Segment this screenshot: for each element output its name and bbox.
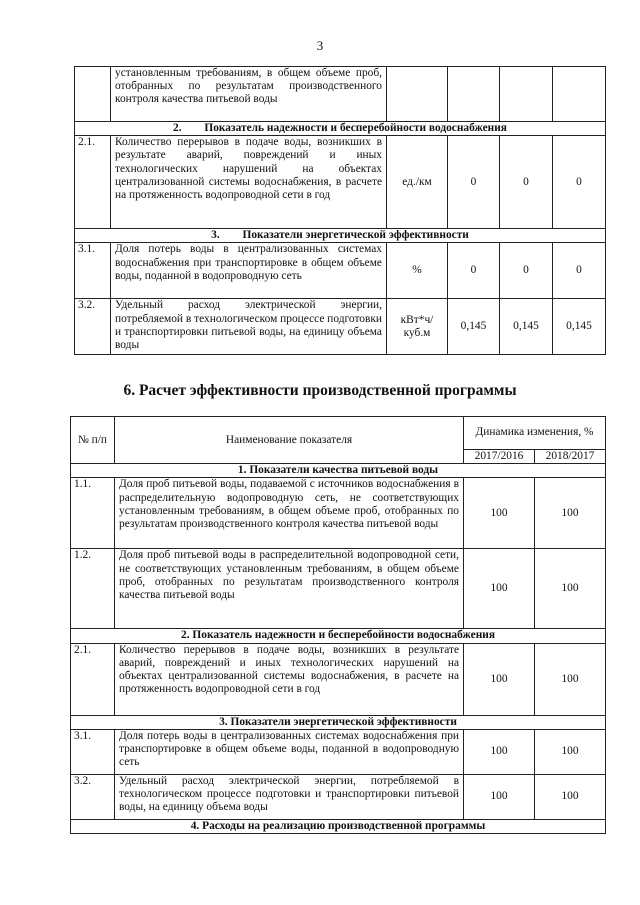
value-cell: 100	[464, 549, 535, 629]
table-row	[75, 243, 606, 299]
value-cell: 0	[448, 136, 500, 229]
indicator-text: Удельный расход электрической энергии, потребляемой в технологическом процессе подготовки и транспортировки питьевой воды, на единицу объема воды	[111, 299, 387, 355]
section-title: 4. Расходы на реализацию производственной программы	[71, 819, 606, 833]
indicator-text: Доля проб питьевой воды, подаваемой с источников водоснабжения в распределительную водопроводную сеть, не соответствующих установленным требованиям, в общем объеме проб, отобранных по результатам производственного контроля качества питьевой воды	[115, 478, 464, 549]
section-title: 1. Показатели качества питьевой воды	[71, 464, 606, 478]
table-row	[75, 136, 606, 229]
value-cell: 0	[500, 243, 553, 299]
section-row	[71, 629, 606, 643]
value-cell: 100	[464, 643, 535, 715]
unit: ед./км	[387, 136, 448, 229]
row-number: 3.1.	[71, 729, 115, 774]
value-cell: 0	[448, 243, 500, 299]
indicator-text: Количество перерывов в подаче воды, возникших в результате аварий, повреждений и иных технологических нарушений на объектах централизованной системы водоснабжения, в расчете на протяженность водопроводной сети в год	[115, 643, 464, 715]
header-year: 2017/2016	[464, 450, 535, 464]
section-row	[75, 229, 606, 243]
unit: %	[387, 243, 448, 299]
header-row	[71, 417, 606, 450]
section-title: 3. Показатели энергетической эффективности	[75, 229, 606, 243]
section-row	[71, 715, 606, 729]
value-cell: 0	[553, 243, 606, 299]
value-cell: 100	[535, 729, 606, 774]
row-number: 3.1.	[75, 243, 111, 299]
value-cell: 100	[535, 478, 606, 549]
indicator-text: установленным требованиям, в общем объеме проб, отобранных по результатам производственного контроля качества питьевой воды	[111, 67, 387, 122]
row-number: 2.1.	[75, 136, 111, 229]
header-year: 2018/2017	[535, 450, 606, 464]
header-name: Наименование показателя	[115, 417, 464, 464]
page-number: 3	[316, 38, 324, 53]
indicator-text: Доля потерь воды в централизованных системах водоснабжения при транспортировке в общем объеме воды, поданной в водопроводную сеть	[115, 729, 464, 774]
table-row	[71, 729, 606, 774]
table-row	[71, 774, 606, 819]
value-cell: 0,145	[448, 299, 500, 355]
section-title: 2. Показатель надежности и бесперебойности водоснабжения	[71, 629, 606, 643]
table-row	[71, 549, 606, 629]
value-cell: 100	[535, 549, 606, 629]
table-row	[75, 299, 606, 355]
table-row	[71, 478, 606, 549]
indicator-text: Доля проб питьевой воды в распределительной водопроводной сети, не соответствующих установленным требованиям, в общем объеме проб, отобранных по результатам производственного контроля качества питьевой воды	[115, 549, 464, 629]
header-dynamics: Динамика изменения, %	[464, 417, 606, 450]
value-cell: 0,145	[500, 299, 553, 355]
row-number: 3.2.	[75, 299, 111, 355]
row-number: 2.1.	[71, 643, 115, 715]
section-title: 2. Показатель надежности и бесперебойности водоснабжения	[75, 122, 606, 136]
indicators-table-continued	[74, 66, 606, 355]
unit: кВт*ч/ куб.м	[387, 299, 448, 355]
value-cell: 100	[464, 774, 535, 819]
section-row	[75, 122, 606, 136]
header-number: № п/п	[71, 417, 115, 464]
value-cell: 0,145	[553, 299, 606, 355]
row-number: 1.2.	[71, 549, 115, 629]
indicator-text: Доля потерь воды в централизованных системах водоснабжения при транспортировке в общем объеме воды, поданной в водопроводную сеть	[111, 243, 387, 299]
value-cell: 100	[535, 643, 606, 715]
efficiency-table	[70, 416, 606, 834]
value-cell: 0	[553, 136, 606, 229]
continuation-row	[75, 67, 606, 122]
section-row	[71, 464, 606, 478]
value-cell: 100	[464, 478, 535, 549]
row-number: 3.2.	[71, 774, 115, 819]
value-cell: 0	[500, 136, 553, 229]
section-title: 3. Показатели энергетической эффективности	[71, 715, 606, 729]
value-cell: 100	[464, 729, 535, 774]
section-row	[71, 819, 606, 833]
indicator-text: Количество перерывов в подаче воды, возникших в результате аварий, повреждений и иных технологических нарушений на объектах централизованной системы водоснабжения, в расчете на протяженность водопроводной сети в год	[111, 136, 387, 229]
row-number: 1.1.	[71, 478, 115, 549]
indicator-text: Удельный расход электрической энергии, потребляемой в технологическом процессе подготовки и транспортировки питьевой воды, на единицу объема воды	[115, 774, 464, 819]
value-cell: 100	[535, 774, 606, 819]
table-row	[71, 643, 606, 715]
section-heading: 6. Расчет эффективности производственной программы	[123, 382, 517, 399]
